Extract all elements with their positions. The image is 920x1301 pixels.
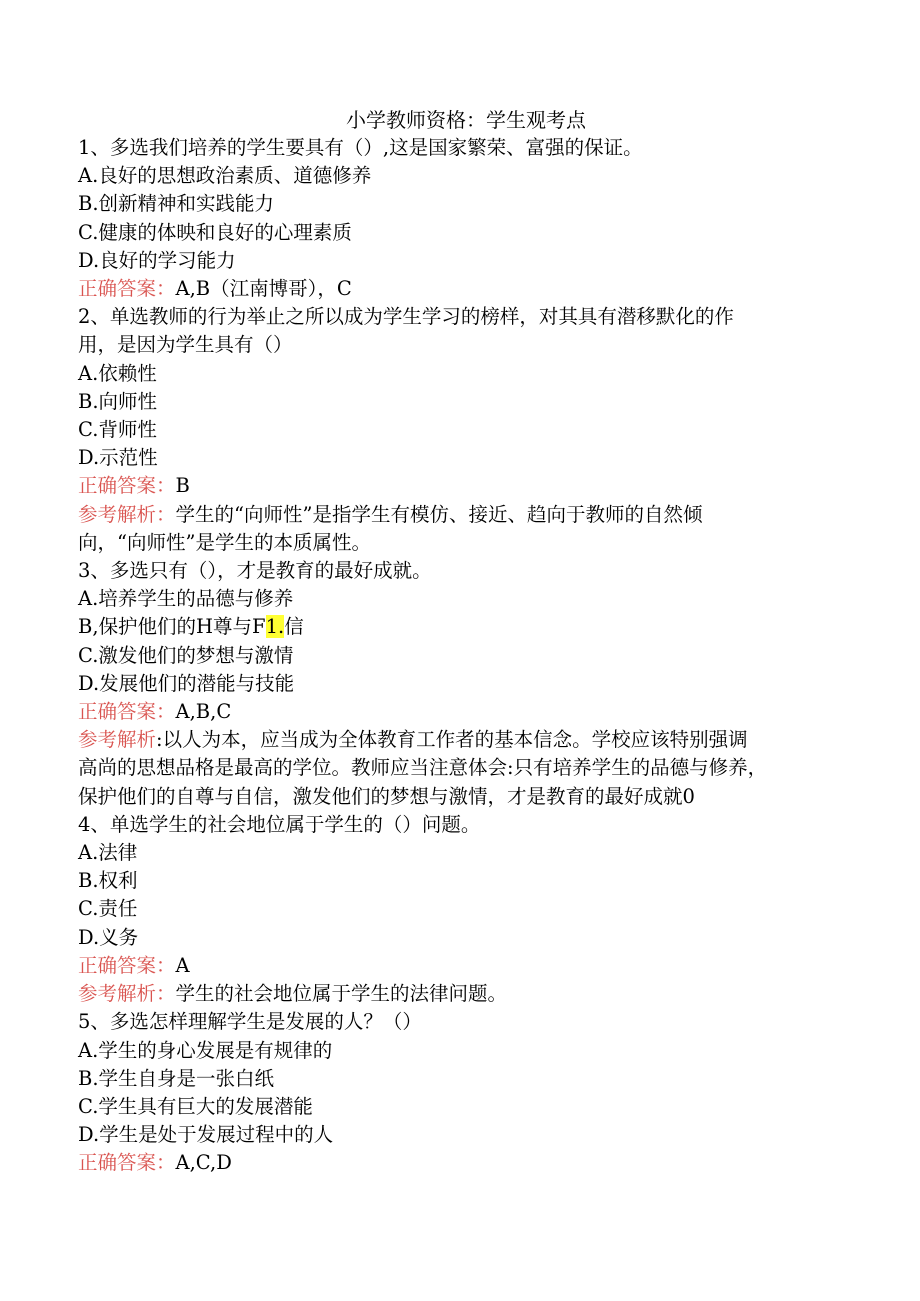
question-2 <box>78 303 858 557</box>
option-d: D.示范性 <box>78 446 158 470</box>
option-c: C.健康的体映和良好的心理素质 <box>78 220 352 244</box>
option-c: C.背师性 <box>78 418 157 442</box>
page-title: 小学教师资格：学生观考点 <box>346 108 586 132</box>
answer-label: 正确答案： <box>78 277 176 301</box>
question-1 <box>78 134 858 303</box>
analysis-label: 参考解析： <box>78 982 176 1006</box>
option-c: C.学生具有巨大的发展潜能 <box>78 1094 313 1118</box>
analysis-label: 参考解析： <box>78 502 176 526</box>
option-b: B.权利 <box>78 869 138 893</box>
answer-line <box>78 1149 858 1177</box>
answer-line <box>78 275 858 303</box>
option-b-text-end: 信 <box>284 615 304 639</box>
option-d: D.学生是处于发展过程中的人 <box>78 1123 334 1147</box>
question-stem-cont: 用，是因为学生具有（） <box>78 333 293 357</box>
answer-line <box>78 698 858 726</box>
answer-label: 正确答案： <box>78 953 176 977</box>
answer-label: 正确答案： <box>78 1151 176 1175</box>
answer-label: 正确答案： <box>78 474 176 498</box>
analysis-line <box>78 501 858 529</box>
analysis-line <box>78 726 858 754</box>
option-a: A.依赖性 <box>78 361 157 385</box>
analysis-text: :以人为本，应当成为全体教育工作者的基本信念。学校应该特别强调 <box>156 728 748 752</box>
answer-label: 正确答案： <box>78 700 176 724</box>
analysis-text-cont: 高尚的思想品格是最高的学位。教师应当注意体会:只有培养学生的品德与修养， <box>78 756 768 780</box>
answer-value: B <box>175 474 190 498</box>
option-b-text: B,保护他们的H尊与F <box>78 615 266 639</box>
option-b: B.创新精神和实践能力 <box>78 192 275 216</box>
option-b <box>78 613 858 641</box>
option-d: D.良好的学习能力 <box>78 248 236 272</box>
option-a: A.学生的身心发展是有规律的 <box>78 1038 333 1062</box>
analysis-text: 学生的“向师性”是指学生有模仿、接近、趋向于教师的自然倾 <box>175 502 703 526</box>
answer-value: A,B,C <box>175 700 232 724</box>
analysis-text-cont: 保护他们的自尊与自信，激发他们的梦想与激情，才是教育的最好成就0 <box>78 784 695 808</box>
option-c: C.责任 <box>78 897 138 921</box>
analysis-label: 参考解析 <box>78 728 157 752</box>
answer-value: A,C,D <box>175 1151 232 1175</box>
document-page <box>78 106 858 1178</box>
answer-line <box>78 472 858 500</box>
option-b: B.学生自身是一张白纸 <box>78 1066 275 1090</box>
question-stem: 2、单选教师的行为举止之所以成为学生学习的榜样，对其具有潜移默化的作 <box>78 305 734 329</box>
option-d: D.发展他们的潜能与技能 <box>78 671 295 695</box>
answer-line <box>78 952 858 980</box>
question-stem: 5、多选怎样理解学生是发展的人？（） <box>78 1010 422 1034</box>
question-stem: 3、多选只有（），才是教育的最好成就。 <box>78 559 432 583</box>
analysis-line <box>78 980 858 1008</box>
analysis-text-cont: 向，“向师性”是学生的本质属性。 <box>78 530 371 554</box>
question-3 <box>78 557 858 811</box>
option-a: A.法律 <box>78 841 138 865</box>
option-c: C.激发他们的梦想与激情 <box>78 643 294 667</box>
highlighted-text: 1. <box>265 615 285 639</box>
question-4 <box>78 811 858 1008</box>
answer-value: A,B（江南博哥），C <box>175 277 352 301</box>
analysis-text: 学生的社会地位属于学生的法律问题。 <box>175 982 508 1006</box>
question-stem: 4、单选学生的社会地位属于学生的（）问题。 <box>78 812 481 836</box>
option-a: A.培养学生的品德与修养 <box>78 587 294 611</box>
question-5 <box>78 1008 858 1177</box>
option-a: A.良好的思想政治素质、道德修养 <box>78 164 372 188</box>
question-stem: 1、多选我们培养的学生要具有（）,这是国家繁荣、富强的保证。 <box>78 136 643 159</box>
answer-value: A <box>175 953 190 977</box>
option-b: B.向师性 <box>78 389 158 413</box>
option-d: D.义务 <box>78 925 139 949</box>
